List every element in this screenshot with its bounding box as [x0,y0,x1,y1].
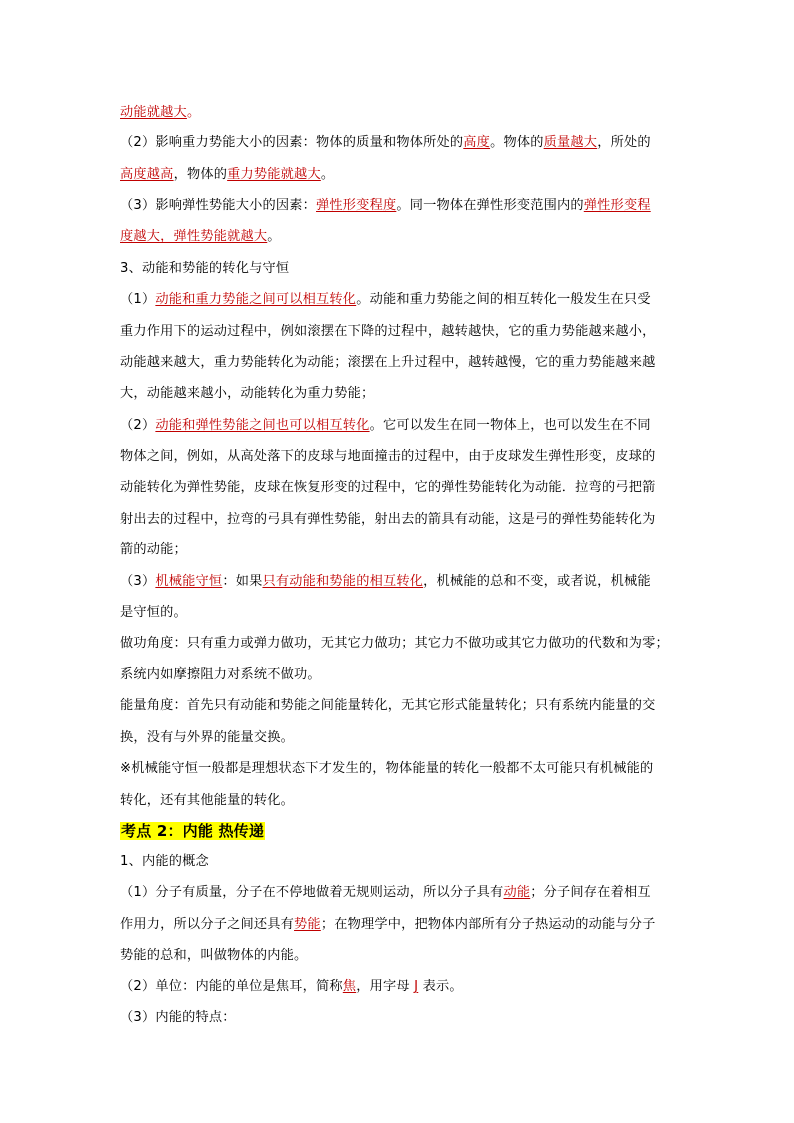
text-segment: 动能越来越大，重力势能转化为动能；滚摆在上升过程中，越转越慢，它的重力势能越来越 [120,355,656,370]
key-term: 度越大，弹性势能就越大 [120,229,268,244]
heading-text: 考点 2：内能 热传递 [121,822,265,840]
text-segment: （1）分子有质量，分子在不停地做着无规则运动，所以分子具有 [120,885,504,900]
key-term: 弹性形变程度 [316,198,397,213]
text-segment: 3、动能和势能的转化与守恒 [120,261,290,276]
text-line [120,323,680,341]
key-term: 焦 [342,979,357,994]
key-term: 只有动能和势能的相互转化 [262,574,424,589]
key-term: 弹性形变程 [583,198,651,213]
text-segment: 物体之间，例如，从高处落下的皮球与地面撞击的过程中，由于皮球发生弹性形变，皮球的 [120,449,656,464]
key-term: 质量越大 [543,135,598,150]
text-line [120,479,680,497]
key-term: 动能和重力势能之间可以相互转化 [155,292,357,307]
text-line [120,916,680,934]
text-segment: （3）影响弹性势能大小的因素： [120,198,317,213]
text-line [120,635,680,653]
text-segment: ：如果 [222,574,263,589]
text-segment: ，用字母 [356,979,415,994]
key-term: 高度 [463,135,491,150]
key-term: 动能和弹性势能之间也可以相互转化 [155,418,370,433]
text-line [120,417,680,435]
text-segment: 。物体的 [490,135,544,150]
text-line [120,197,680,215]
text-line [120,853,680,871]
text-segment: ；分子间存在着相互 [530,885,651,900]
text-line [120,228,680,246]
text-segment: 。同一物体在弹性形变范围内的 [396,198,584,213]
key-term: 高度越高 [120,167,174,182]
text-segment: 1、内能的概念 [120,854,209,869]
text-segment: 能量角度：首先只有动能和势能之间能量转化，无其它形式能量转化；只有系统内能量的交 [120,698,656,713]
text-segment: 是守恒的。 [120,605,187,620]
section-heading [120,822,680,842]
key-term: 机械能守恒 [155,574,223,589]
key-term: 动能 [503,885,531,900]
key-term: 势能 [294,917,321,932]
text-segment: ，物体的 [173,167,228,182]
text-segment: ，机械能的总和不变，或者说，机械能 [423,574,651,589]
text-line [120,978,680,996]
text-segment: 换，没有与外界的能量交换。 [120,730,295,745]
text-segment: （3） [120,574,156,589]
text-segment: （2） [120,418,156,433]
text-segment: 。 [186,105,201,120]
text-line [120,354,680,372]
text-segment: （3）内能的特点： [120,1010,236,1025]
text-line [120,448,680,466]
text-line [120,134,680,152]
text-segment: ；在物理学中，把物体内部所有分子热运动的动能与分子 [320,917,656,932]
text-segment: 重力作用下的运动过程中，例如滚摆在下降的过程中，越转越快，它的重力势能越来越小， [120,324,656,339]
text-segment: 。 [267,229,281,244]
text-line [120,166,680,184]
text-line [120,511,680,529]
text-line [120,573,680,591]
text-segment: （2）影响重力势能大小的因素：物体的质量和物体所处的 [120,135,464,150]
text-line [120,884,680,902]
text-line [120,1009,680,1027]
text-segment: 势能的总和，叫做物体的内能。 [120,948,308,963]
text-line [120,541,680,559]
text-line [120,729,680,747]
text-segment: （2）单位：内能的单位是焦耳，简称 [120,979,343,994]
text-segment: 。 [320,167,335,182]
text-segment: ，所处的 [597,135,651,150]
text-line [120,792,680,810]
text-segment: 动能转化为弹性势能，皮球在恢复形变的过程中，它的弹性势能转化为动能．拉弯的弓把箭 [120,480,656,495]
text-segment: 。它可以发生在同一物体上，也可以发生在不同 [369,418,651,433]
text-line [120,666,680,684]
text-line [120,604,680,622]
text-segment: 系统内如摩擦阻力对系统不做功。 [120,667,321,682]
text-line [120,697,680,715]
text-line [120,947,680,965]
text-line [120,260,680,278]
text-line [120,104,680,122]
text-segment: 作用力，所以分子之间还具有 [120,917,295,932]
text-segment: 箭的动能； [120,542,187,557]
key-term: 重力势能就越大 [227,167,321,182]
text-segment: 转化，还有其他能量的转化。 [120,793,295,808]
key-term: J [414,979,419,994]
text-segment: 射出去的过程中，拉弯的弓具有弹性势能，射出去的箭具有动能，这是弓的弹性势能转化为 [120,512,656,527]
text-line [120,760,680,778]
text-segment: 大，动能越来越小，动能转化为重力势能； [120,386,375,401]
text-segment: （1） [120,292,156,307]
text-segment: 。动能和重力势能之间的相互转化一般发生在只受 [356,292,651,307]
text-segment: ※机械能守恒一般都是理想状态下才发生的，物体能量的转化一般都不太可能只有机械能的 [120,761,654,776]
text-segment: 做功角度：只有重力或弹力做功，无其它力做功；其它力不做功或其它力做功的代数和为零； [120,636,669,651]
text-segment: 表示。 [418,979,463,994]
text-line [120,291,680,309]
text-line [120,385,680,403]
key-term: 动能就越大 [120,105,187,120]
